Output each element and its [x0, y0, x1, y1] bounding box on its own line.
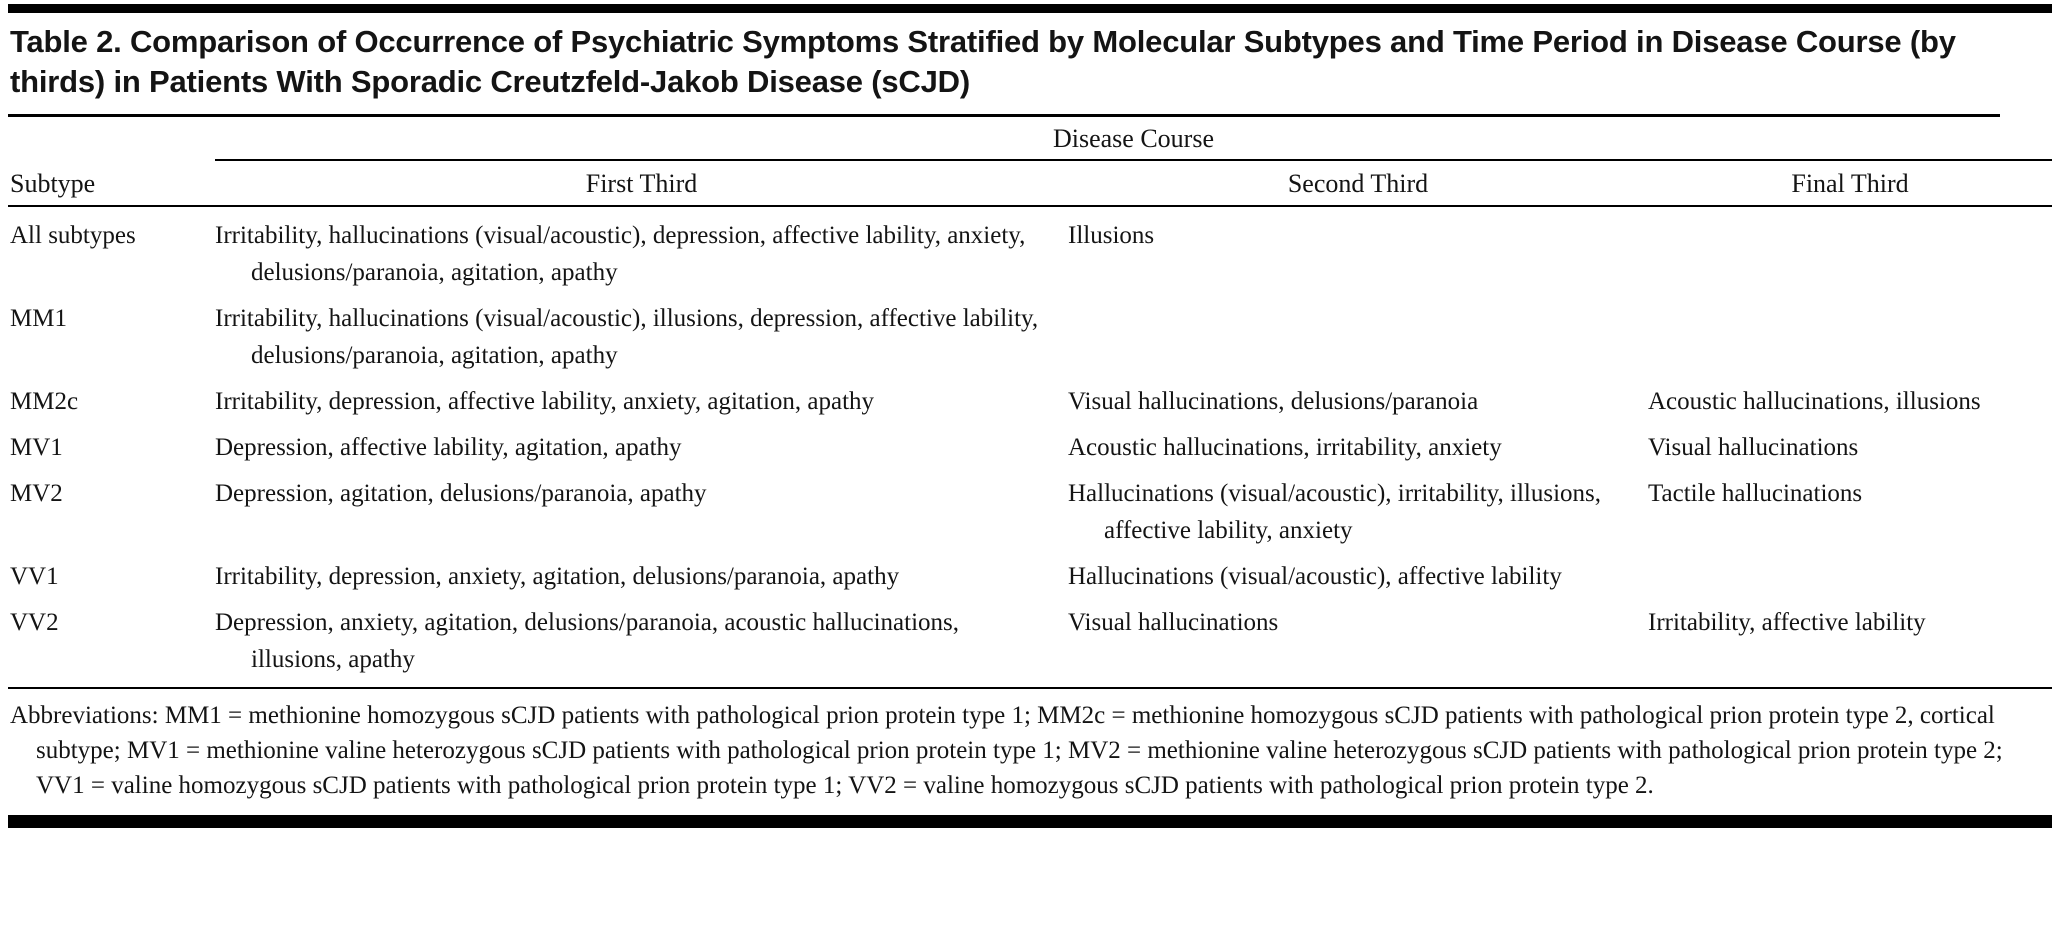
spanner-row: [8, 117, 2052, 161]
second-third-cell: Visual hallucinations, delusions/paranoia: [1068, 387, 1479, 415]
table-body: [8, 207, 2052, 689]
top-rule: [8, 4, 2052, 13]
table-row: [8, 425, 2052, 471]
bottom-rule: [8, 815, 2052, 828]
column-header-final-third: Final Third: [1791, 168, 1909, 198]
final-third-cell: [1648, 554, 2052, 600]
column-header-subtype: Subtype: [10, 168, 96, 198]
final-third-cell: Tactile hallucinations: [1648, 479, 1863, 507]
subtype-cell: MV2: [10, 479, 63, 507]
final-third-cell: [1648, 296, 2052, 379]
column-header-second-third: Second Third: [1287, 168, 1429, 198]
first-third-cell: Depression, affective lability, agitation, apathy: [215, 433, 682, 461]
column-header-first-third: First Third: [585, 168, 698, 198]
subtype-cell: All subtypes: [10, 221, 136, 249]
table-title: Table 2. Comparison of Occurrence of Psychiatric Symptoms Stratified by Molecular Subtypes and Time Period in Disease Course (by thirds) in Patients With Sporadic Creutzfeld-Jakob Disease (sCJD): [8, 13, 2000, 117]
second-third-cell: Hallucinations (visual/acoustic), affective lability: [1068, 562, 1562, 590]
first-third-cell: Irritability, depression, anxiety, agitation, delusions/paranoia, apathy: [215, 562, 900, 590]
column-header-row: [8, 161, 2052, 207]
second-third-cell: Hallucinations (visual/acoustic), irritability, illusions, affective lability, anxiety: [1068, 479, 1602, 544]
subtype-cell: MM1: [10, 304, 67, 332]
table-row: [8, 600, 2052, 683]
abbreviations-note: Abbreviations: MM1 = methionine homozygous sCJD patients with pathological prion protein type 1; MM2c = methionine homozygous sCJD patients with pathological prion protein type 2, cortical subtype; MV1 = methionine valine heterozygous sCJD patients with pathological prion protein type 1; MV2 = methionine valine heterozygous sCJD patients with pathological prion protein type 2; VV1 = valine homozygous sCJD patients with pathological prion protein type 1; VV2 = valine homozygous sCJD patients with pathological prion protein type 2.: [10, 701, 2003, 799]
table-row: [8, 213, 2052, 296]
table-row: [8, 471, 2052, 554]
subtype-cell: VV2: [10, 608, 59, 636]
table-row: [8, 554, 2052, 600]
second-third-cell: [1068, 296, 1648, 379]
first-third-cell: Irritability, hallucinations (visual/acoustic), depression, affective lability, anxiety, delusions/paranoia, agitation, apathy: [215, 221, 1026, 286]
first-third-cell: Depression, agitation, delusions/paranoia, apathy: [215, 479, 707, 507]
second-third-cell: Illusions: [1068, 221, 1155, 249]
final-third-cell: Acoustic hallucinations, illusions: [1648, 387, 1981, 415]
table-row: [8, 296, 2052, 379]
first-third-cell: Irritability, depression, affective lability, anxiety, agitation, apathy: [215, 387, 875, 415]
subtype-cell: VV1: [10, 562, 59, 590]
subtype-cell: MM2c: [10, 387, 79, 415]
column-spanner-label: Disease Course: [215, 124, 2052, 161]
final-third-cell: [1648, 213, 2052, 296]
table-row: [8, 379, 2052, 425]
first-third-cell: Irritability, hallucinations (visual/acoustic), illusions, depression, affective lability, delusions/paranoia, agitation, apathy: [215, 304, 1039, 369]
final-third-cell: Visual hallucinations: [1648, 433, 1859, 461]
spanner-spacer: [8, 124, 215, 161]
first-third-cell: Depression, anxiety, agitation, delusions/paranoia, acoustic hallucinations, illusions, apathy: [215, 608, 960, 673]
final-third-cell: Irritability, affective lability: [1648, 608, 1926, 636]
subtype-cell: MV1: [10, 433, 63, 461]
second-third-cell: Acoustic hallucinations, irritability, anxiety: [1068, 433, 1502, 461]
second-third-cell: Visual hallucinations: [1068, 608, 1279, 636]
